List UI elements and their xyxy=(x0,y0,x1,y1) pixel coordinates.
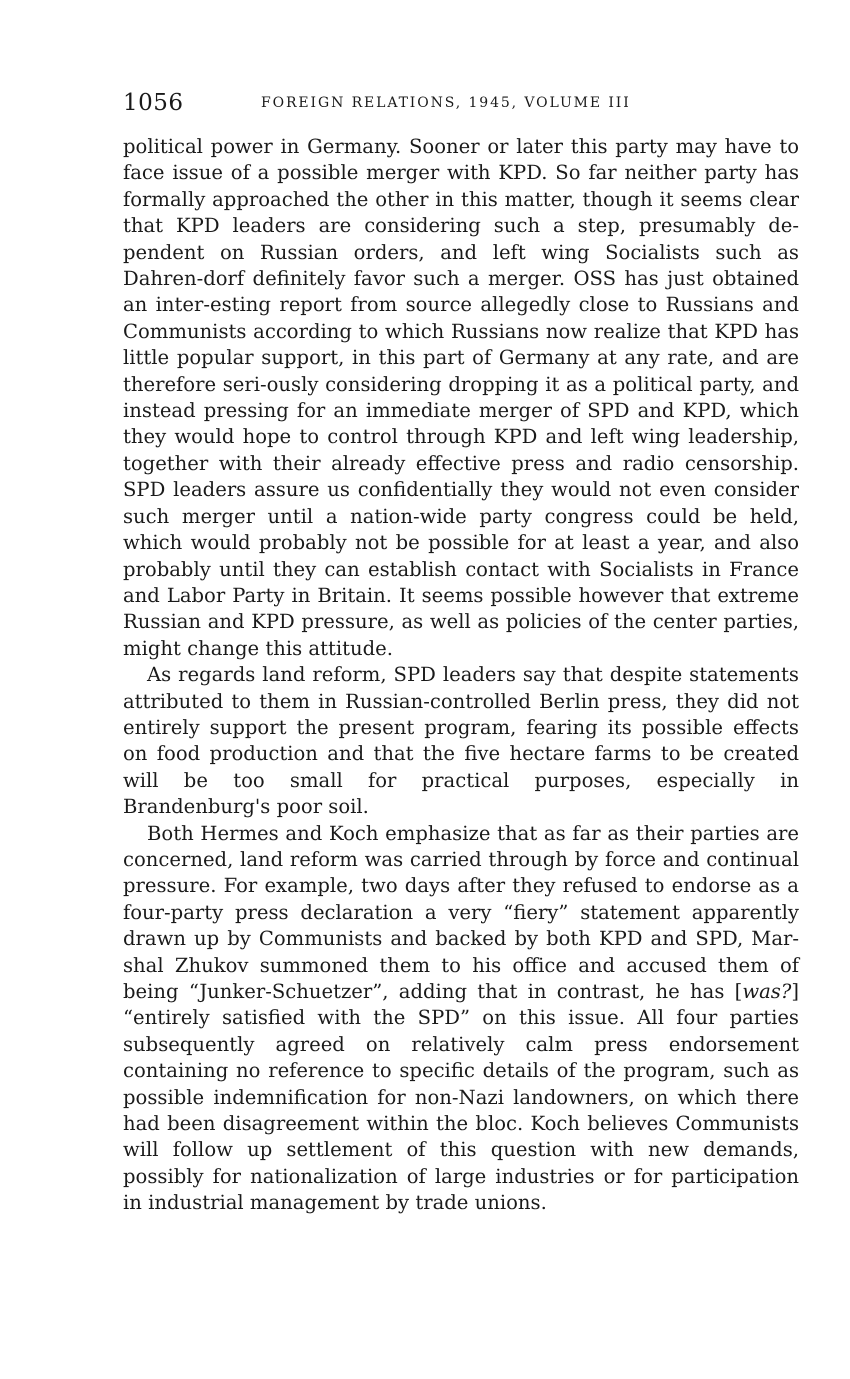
page-number: 1056 xyxy=(123,90,184,116)
paragraph-3-text-after: ] “entirely satisfied with the SPD” on this issue. All four parties subsequently agreed on relatively calm press endorsement containing no reference to specific details of the program, such as possible indemnification for non-Nazi landowners, on which there had been disagreement within the bloc. Koch believes Communists will follow up settlement of this question with new demands, possibly for nationalization of large industries or for participation in industrial management by trade unions. xyxy=(123,980,799,1215)
editorial-insertion: was? xyxy=(742,980,792,1003)
paragraph-2: As regards land reform, SPD leaders say that despite statements attributed to them in Russian-controlled Berlin press, they did not entirely support the present program, fearing its possible effects on food production and that the five hectare farms to be created will be too small for practical purposes, especially in Brandenburg's poor soil. xyxy=(123,663,799,819)
document-page xyxy=(123,86,799,1217)
running-title: FOREIGN RELATIONS, 1945, VOLUME III xyxy=(261,95,631,111)
paragraph-3-text-before: Both Hermes and Koch emphasize that as far as their parties are concerned, land reform was carried through by force and continual pressure. For example, two days after they refused to endorse as a four-party press declaration a very “fiery” statement apparently drawn up by Communists and backed by both KPD and SPD, Mar-shal Zhukov summoned them to his office and accused them of being “Junker-Schuetzer”, adding that in contrast, he has [ xyxy=(123,821,799,1003)
running-head xyxy=(123,86,799,122)
paragraph-3 xyxy=(123,821,799,1217)
paragraph-1: political power in Germany. Sooner or later this party may have to face issue of a possible merger with KPD. So far neither party has formally approached the other in this matter, though it seems clear that KPD leaders are considering such a step, presumably de-pendent on Russian orders, and left wing Socialists such as Dahren-dorf definitely favor such a merger. OSS has just obtained an inter-esting report from source allegedly close to Russians and Communists according to which Russians now realize that KPD has little popular support, in this part of Germany at any rate, and are therefore seri-ously considering dropping it as a political party, and instead pressing for an immediate merger of SPD and KPD, which they would hope to control through KPD and left wing leadership, together with their already effective press and radio censorship. SPD leaders assure us confidentially they would not even consider such merger until a nation-wide party congress could be held, which would probably not be possible for at least a year, and also probably until they can establish contact with Socialists in France and Labor Party in Britain. It seems possible however that extreme Russian and KPD pressure, as well as policies of the center parties, might change this attitude. xyxy=(123,135,799,660)
body-text xyxy=(123,134,799,1217)
